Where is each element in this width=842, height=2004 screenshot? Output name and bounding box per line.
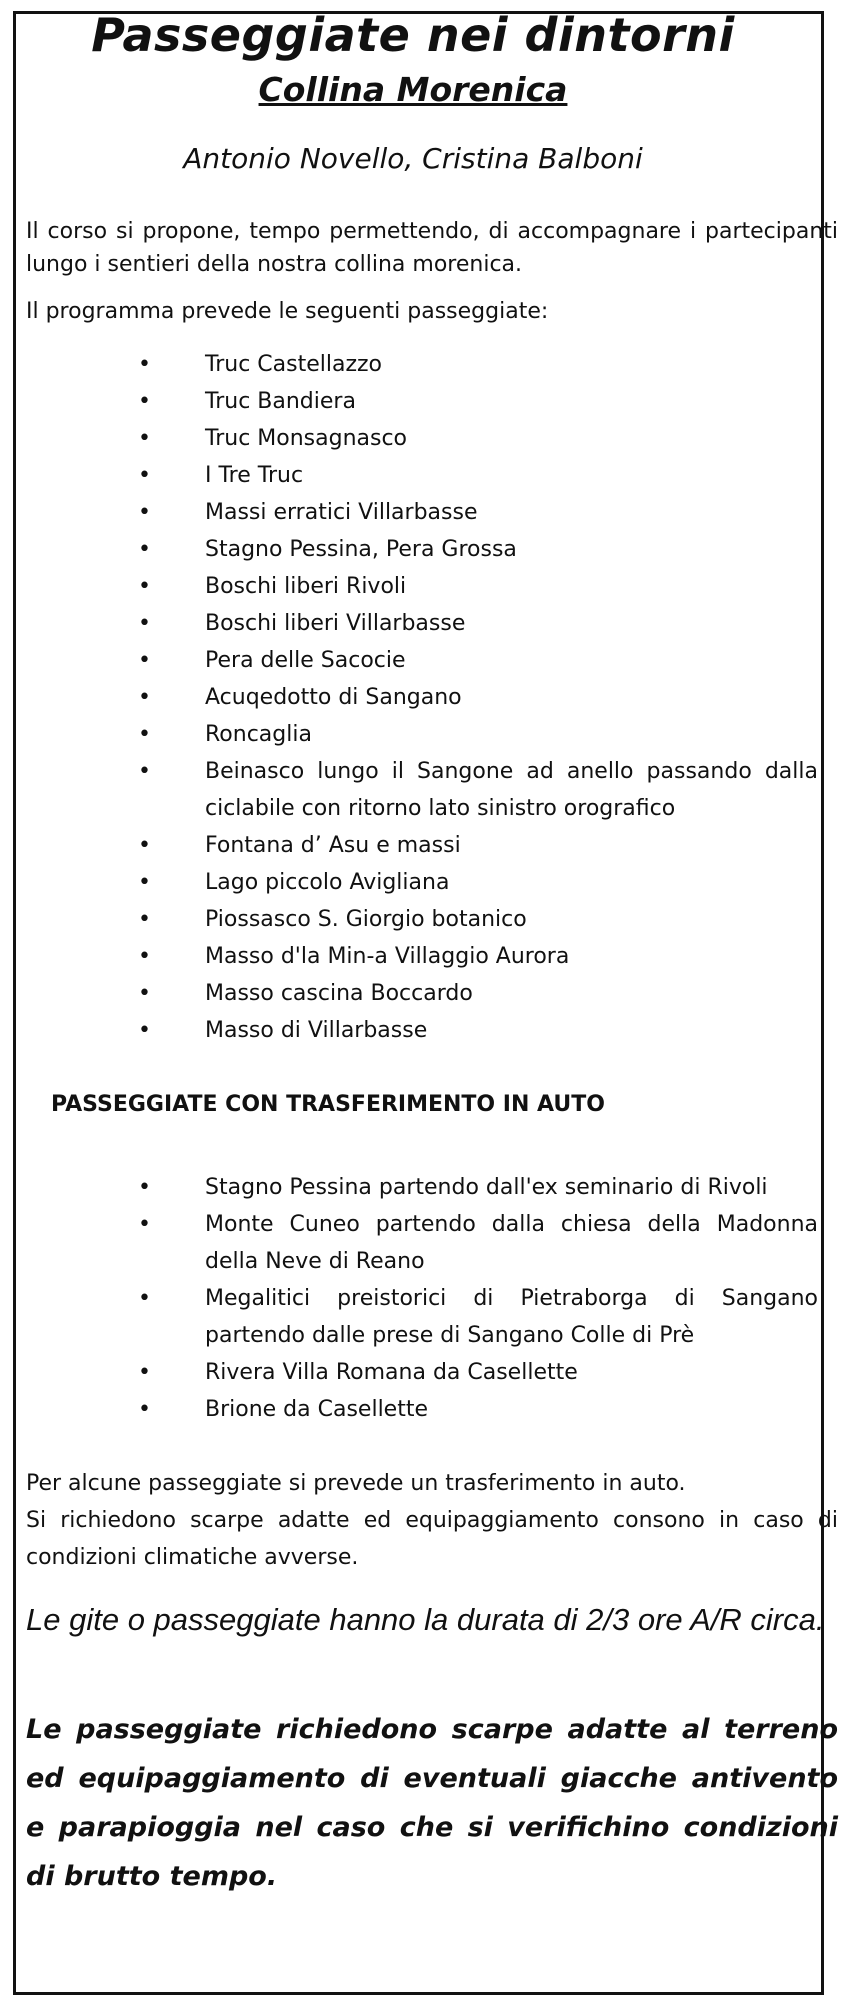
bullet-icon: • bbox=[138, 833, 151, 858]
bullet-icon: • bbox=[138, 426, 151, 451]
closing-paragraph bbox=[26, 1465, 838, 1576]
bullet-icon: • bbox=[138, 352, 151, 377]
list-item bbox=[13, 716, 823, 753]
bullet-icon: • bbox=[138, 685, 151, 710]
closing-line-2: Si richiedono scarpe adatte ed equipaggiamento consono in caso di condizioni climatiche avverse. bbox=[26, 1508, 838, 1570]
list-item-text: Fontana d’ Asu e massi bbox=[205, 833, 461, 858]
authors: Antonio Novello, Cristina Balboni bbox=[183, 142, 643, 175]
list-item bbox=[13, 1206, 823, 1280]
bullet-icon: • bbox=[138, 574, 151, 599]
list-item-text: Truc Bandiera bbox=[205, 389, 356, 414]
list-item-text: Monte Cuneo partendo dalla chiesa della Madonna della Neve di Reano bbox=[205, 1212, 818, 1274]
bullet-icon: • bbox=[138, 611, 151, 636]
bullet-icon: • bbox=[138, 537, 151, 562]
list-item-text: Massi erratici Villarbasse bbox=[205, 500, 478, 525]
intro-paragraph: Il corso si propone, tempo permettendo, di accompagnare i partecipanti lungo i sentieri della nostra collina morenica. bbox=[26, 219, 838, 277]
list-item-text: Roncaglia bbox=[205, 722, 312, 747]
list-item bbox=[13, 1354, 823, 1391]
closing-line-1: Per alcune passeggiate si prevede un trasferimento in auto. bbox=[26, 1471, 686, 1496]
list-item bbox=[13, 1280, 823, 1354]
list-item bbox=[13, 531, 823, 568]
walks-list bbox=[13, 346, 823, 1049]
list-item-text: I Tre Truc bbox=[205, 463, 304, 488]
list-item bbox=[13, 1391, 823, 1428]
bullet-icon: • bbox=[138, 1360, 151, 1385]
page-subtitle: Collina Morenica bbox=[258, 70, 568, 109]
list-item bbox=[13, 1012, 823, 1049]
list-item-text: Boschi liberi Villarbasse bbox=[205, 611, 466, 636]
list-item bbox=[13, 975, 823, 1012]
list-item-text: Piossasco S. Giorgio botanico bbox=[205, 907, 527, 932]
bullet-icon: • bbox=[138, 463, 151, 488]
list-item bbox=[13, 753, 823, 827]
list-item-text: Masso d'la Min-a Villaggio Aurora bbox=[205, 944, 570, 969]
list-item bbox=[13, 1169, 823, 1206]
bullet-icon: • bbox=[138, 981, 151, 1006]
list-item-text: Masso di Villarbasse bbox=[205, 1018, 428, 1043]
duration-note: Le gite o passeggiate hanno la durata di 2/3 ore A/R circa. bbox=[26, 1602, 825, 1637]
bullet-icon: • bbox=[138, 500, 151, 525]
program-intro: Il programma prevede le seguenti passeggiate: bbox=[26, 299, 549, 324]
list-item bbox=[13, 346, 823, 383]
list-item-text: Acuqedotto di Sangano bbox=[205, 685, 462, 710]
list-item-text: Stagno Pessina partendo dall'ex seminario di Rivoli bbox=[205, 1175, 768, 1200]
car-section-heading: PASSEGGIATE CON TRASFERIMENTO IN AUTO bbox=[51, 1092, 605, 1117]
bullet-icon: • bbox=[138, 1175, 151, 1200]
list-item bbox=[13, 420, 823, 457]
requirements-note: Le passeggiate richiedono scarpe adatte al terreno ed equipaggiamento di eventuali giacche antivento e parapioggia nel caso che si verifichino condizioni di brutto tempo. bbox=[26, 1714, 838, 1892]
list-item-text: Lago piccolo Avigliana bbox=[205, 870, 450, 895]
bullet-icon: • bbox=[138, 648, 151, 673]
bullet-icon: • bbox=[138, 907, 151, 932]
bullet-icon: • bbox=[138, 1212, 151, 1237]
bullet-icon: • bbox=[138, 722, 151, 747]
list-item bbox=[13, 938, 823, 975]
list-item-text: Rivera Villa Romana da Casellette bbox=[205, 1360, 578, 1385]
list-item-text: Boschi liberi Rivoli bbox=[205, 574, 407, 599]
list-item bbox=[13, 457, 823, 494]
list-item bbox=[13, 827, 823, 864]
list-item bbox=[13, 568, 823, 605]
bullet-icon: • bbox=[138, 1286, 151, 1311]
list-item-text: Beinasco lungo il Sangone ad anello passando dalla ciclabile con ritorno lato sinistro orografico bbox=[205, 759, 818, 821]
list-item-text: Megalitici preistorici di Pietraborga di Sangano partendo dalle prese di Sangano Colle di Prè bbox=[205, 1286, 818, 1348]
list-item bbox=[13, 494, 823, 531]
list-item bbox=[13, 901, 823, 938]
list-item bbox=[13, 679, 823, 716]
car-walks-list bbox=[13, 1169, 823, 1428]
list-item-text: Truc Castellazzo bbox=[205, 352, 383, 377]
bullet-icon: • bbox=[138, 870, 151, 895]
list-item-text: Masso cascina Boccardo bbox=[205, 981, 473, 1006]
bullet-icon: • bbox=[138, 1397, 151, 1422]
bullet-icon: • bbox=[138, 389, 151, 414]
list-item bbox=[13, 605, 823, 642]
page-title: Passeggiate nei dintorni bbox=[91, 8, 735, 62]
list-item-text: Brione da Casellette bbox=[205, 1397, 429, 1422]
list-item-text: Truc Monsagnasco bbox=[205, 426, 408, 451]
list-item bbox=[13, 383, 823, 420]
list-item-text: Stagno Pessina, Pera Grossa bbox=[205, 537, 517, 562]
list-item bbox=[13, 642, 823, 679]
list-item bbox=[13, 864, 823, 901]
bullet-icon: • bbox=[138, 759, 151, 784]
list-item-text: Pera delle Sacocie bbox=[205, 648, 406, 673]
bullet-icon: • bbox=[138, 944, 151, 969]
bullet-icon: • bbox=[138, 1018, 151, 1043]
